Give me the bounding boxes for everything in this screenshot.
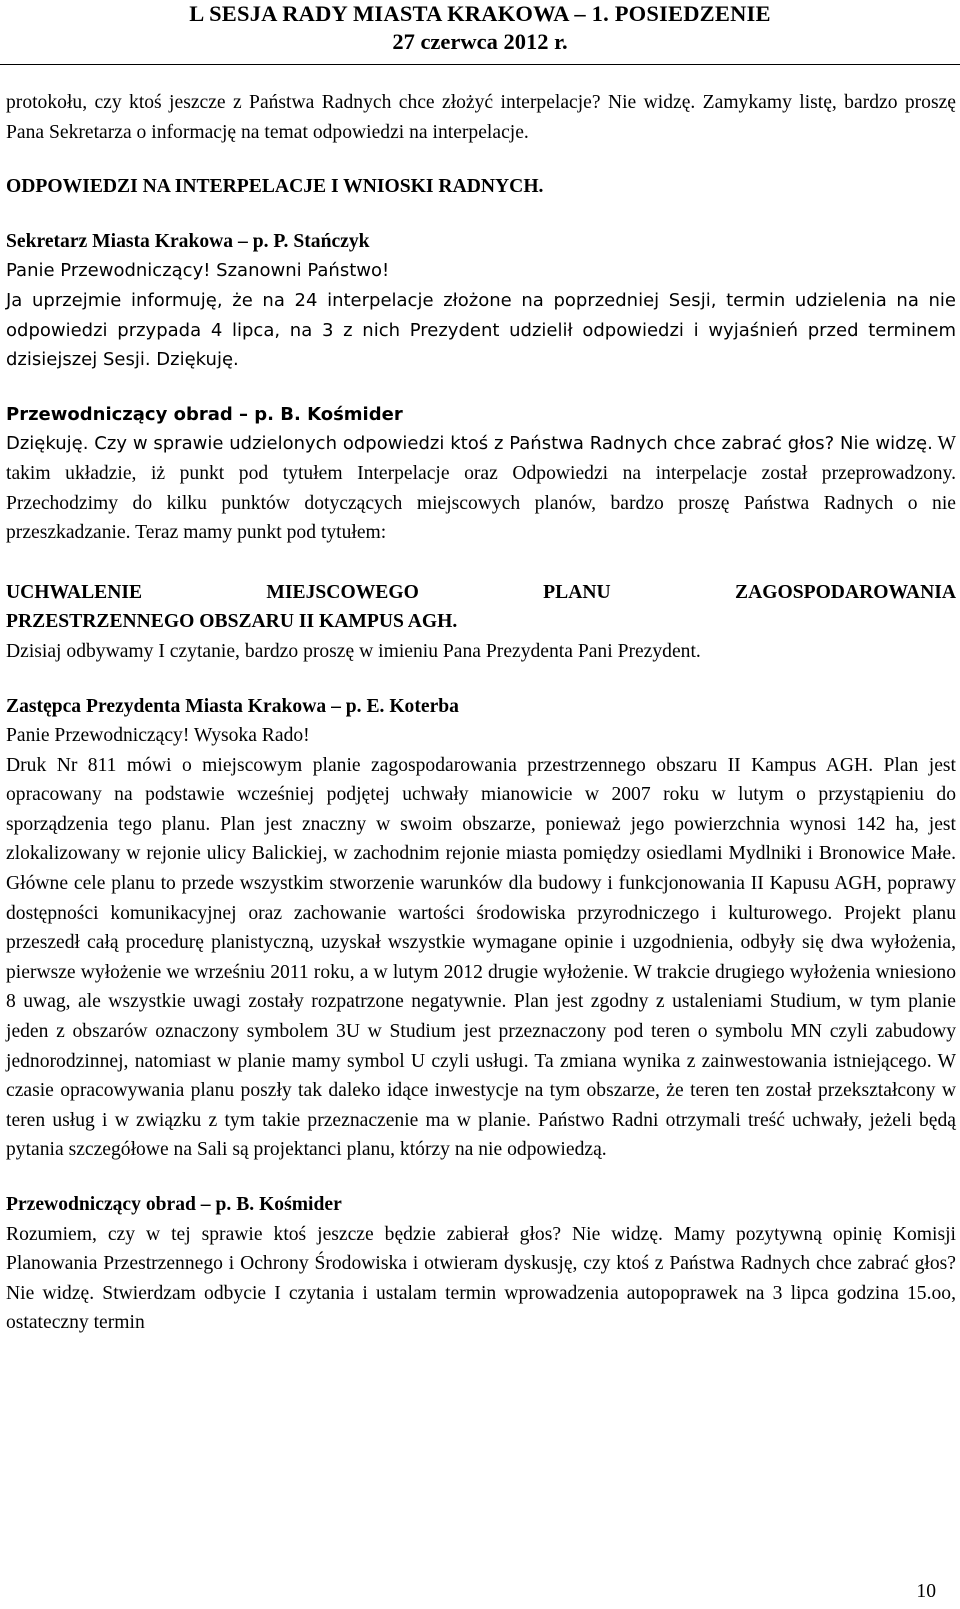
page-header xyxy=(0,0,960,56)
statement-part-sans: Dziękuję. Czy w sprawie udzielonych odpowiedzi ktoś z Państwa Radnych chce zabrać głos? Nie widzę. xyxy=(6,433,933,455)
spacer xyxy=(6,667,956,692)
section-title-interpelacje: ODPOWIEDZI NA INTERPELACJE I WNIOSKI RADNYCH. xyxy=(6,176,544,198)
speaker-statement: Rozumiem, czy w tej sprawie ktoś jeszcze będzie zabierał głos? Nie widzę. Mamy pozytywną opinię Komisji Planowania Przestrzennego i Ochrony Środowiska i otwieram dyskusję, czy ktoś z Państwa Radnych chce zabrać głos? Nie widzę. Stwierdzam odbycie I czytania i ustalam termin wprowadzenia autopoprawek na 3 lipca godzina 15.oo, ostateczny termin xyxy=(6,1223,956,1334)
speaker-greeting: Panie Przewodniczący! Szanowni Państwo! xyxy=(6,260,390,282)
header-divider xyxy=(0,64,960,65)
statement-part-serif: W takim układzie, iż punkt pod tytułem Interpelacje oraz Odpowiedzi na interpelacje został przeprowadzony. Przechodzimy do kilku punktów dotyczących miejscowych planów, bardzo proszę Państwa Radnych o nie przeszkadzanie. Teraz mamy punkt pod tytułem: xyxy=(6,433,956,544)
spacer xyxy=(6,375,956,400)
spacer xyxy=(6,147,956,172)
spacer xyxy=(6,548,956,578)
spacer xyxy=(6,1165,956,1190)
header-date: 27 czerwca 2012 r. xyxy=(392,29,568,54)
speaker-name-przewodniczacy: Przewodniczący obrad – p. B. Kośmider xyxy=(6,403,403,425)
header-session-title: L SESJA RADY MIASTA KRAKOWA – 1. POSIEDZENIE xyxy=(189,1,771,26)
paragraph-intro: protokołu, czy ktoś jeszcze z Państwa Radnych chce złożyć interpelacje? Nie widzę. Zamykamy listę, bardzo proszę Pana Sekretarza o informację na temat odpowiedzi na interpelacje. xyxy=(6,92,956,143)
speaker-name-przewodniczacy: Przewodniczący obrad – p. B. Kośmider xyxy=(6,1194,342,1215)
page-number: 10 xyxy=(916,1581,936,1602)
agenda-item-title-line1: UCHWALENIE MIEJSCOWEGO PLANU ZAGOSPODAROWANIA xyxy=(6,581,956,603)
speaker-statement: Druk Nr 811 mówi o miejscowym planie zagospodarowania przestrzennego obszaru II Kampus AGH. Plan jest opracowany na podstawie wcześniej podjętej uchwały mianowicie w 2007 roku w lutym o przystąpieniu do sporządzenia tego planu. Plan jest znaczny w swoim obszarze, ponieważ jego powierzchnia wynosi 142 ha, jest zlokalizowany w rejonie ulicy Balickiej, w zachodnim rejonie miasta pomiędzy osiedlami Mydlniki i Bronowice Małe. Główne cele planu to przede wszystkim stworzenie warunków dla budowy i funkcjonowania II Kapusu AGH, poprawy dostępności komunikacyjnej oraz zachowanie wartości środowiska przyrodniczego i kulturowego. Projekt planu przeszedł całą procedurę planistyczną, uzyskał wszystkie wymagane opinie i uzgodnienia, odbyły się dwa wyłożenia, pierwsze wyłożenie we wrześniu 2011 roku, a w lutym 2012 drugie wyłożenie. W trakcie drugiego wyłożenia wniesiono 8 uwag, ale wszystkie uwagi zostały rozpatrzone negatywnie. Plan jest zgodny z ustaleniami Studium, w tym planie jeden z obszarów oznaczony symbolem 3U w Studium jest przeznaczony pod teren o symbolu MN czyli zabudowy jednorodzinnej, natomiast w planie mamy symbol U czyli usługi. Ta zmiana wynika z zainwestowania istniejącego. W czasie opracowywania planu poszły tak daleko idące inwestycje na tym obszarze, że teren ten został przekształcony w teren usług i w związku z tym takie przeznaczenie ma w planie. Państwo Radni otrzymali treść uchwały, jeżeli będą pytania szczegółowe na Sali są projektanci planu, którzy na nie odpowiedzą. xyxy=(6,754,956,1161)
speaker-statement: Ja uprzejmie informuję, że na 24 interpelacje złożone na poprzedniej Sesji, termin udzielenia na nie odpowiedzi przypada 4 lipca, na 3 z nich Prezydent udzielił odpowiedzi i wyjaśnień przed terminem dzisiejszej Sesji. Dziękuję. xyxy=(6,289,956,371)
speaker-statement xyxy=(6,429,956,547)
document-body xyxy=(6,88,956,1338)
agenda-item-intro: Dzisiaj odbywamy I czytanie, bardzo proszę w imieniu Pana Prezydenta Pani Prezydent. xyxy=(6,640,701,662)
spacer xyxy=(6,202,956,227)
agenda-item-title-line2: PRZESTRZENNEGO OBSZARU II KAMPUS AGH. xyxy=(6,611,458,633)
speaker-greeting: Panie Przewodniczący! Wysoka Rado! xyxy=(6,725,310,747)
speaker-name-sekretarz: Sekretarz Miasta Krakowa – p. P. Stańczyk xyxy=(6,230,370,252)
speaker-name-zastepca: Zastępca Prezydenta Miasta Krakowa – p. E. Koterba xyxy=(6,695,459,717)
